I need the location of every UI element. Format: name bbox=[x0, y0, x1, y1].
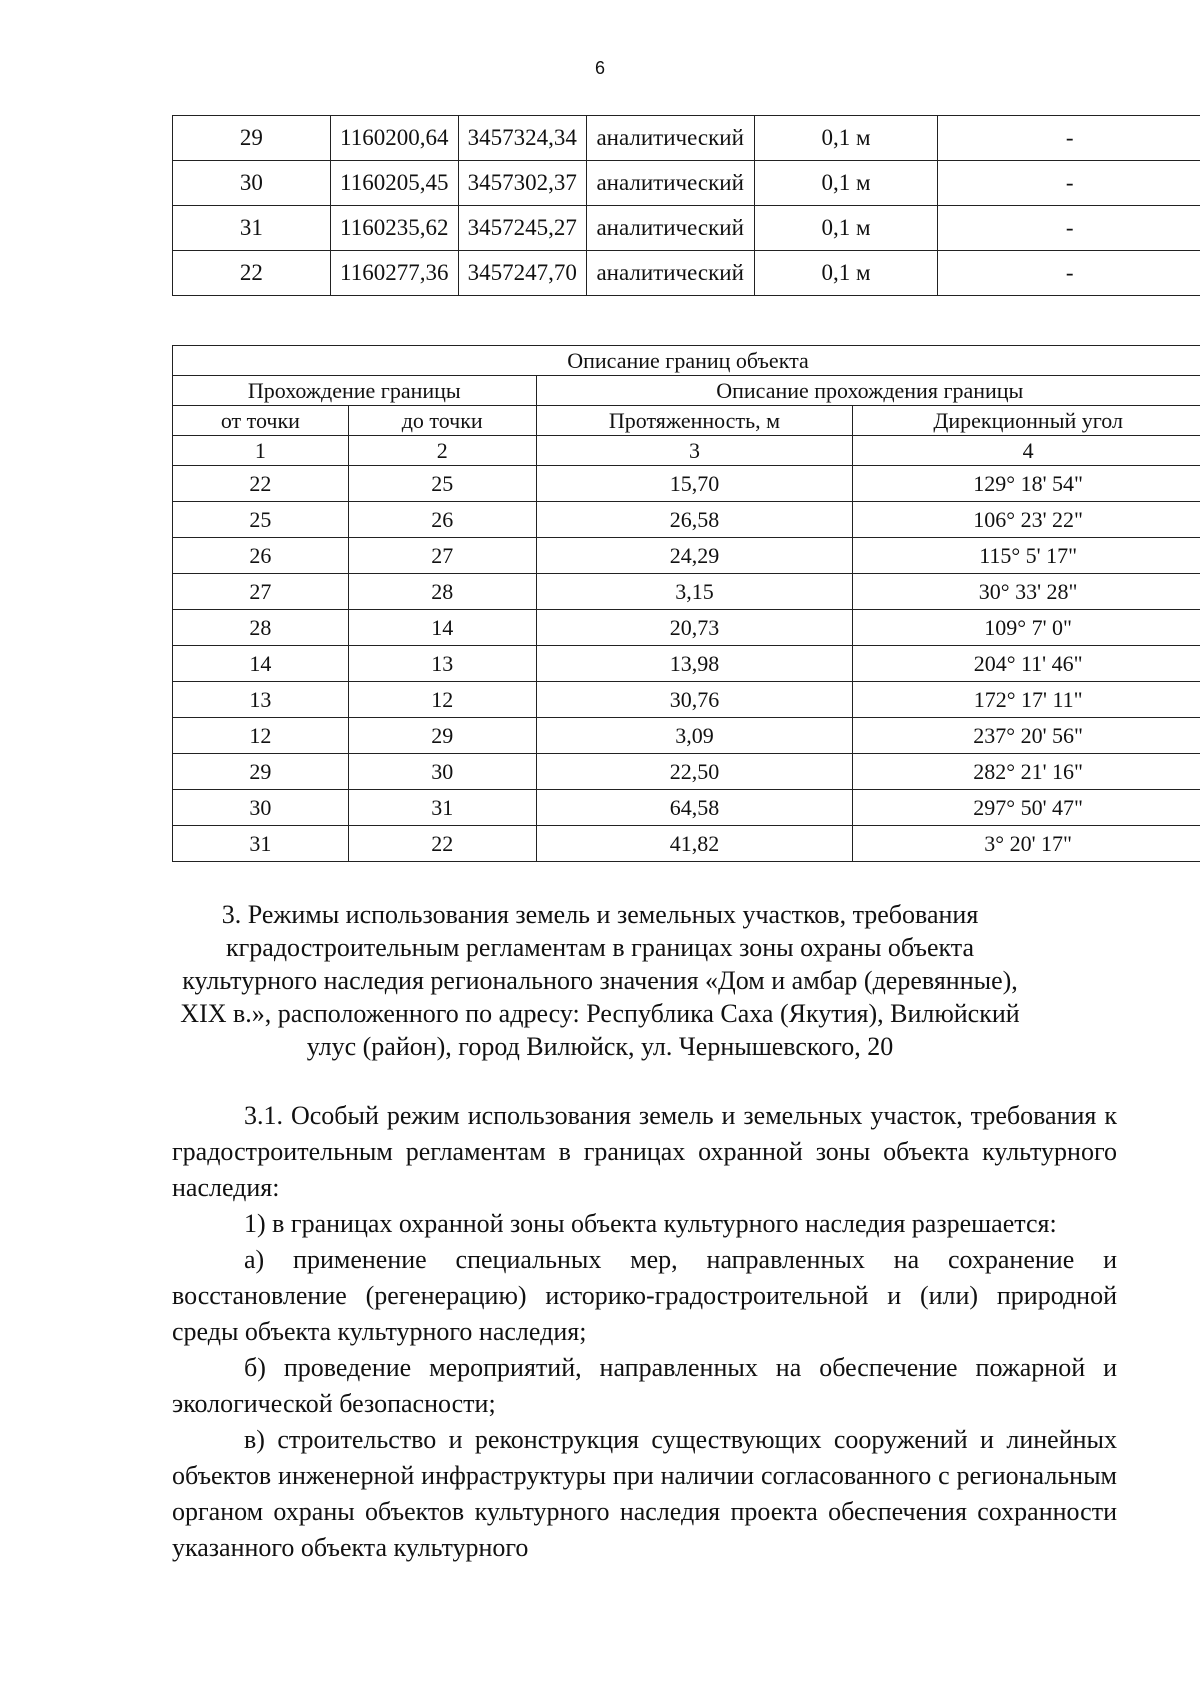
table-cell: 172° 17' 11" bbox=[853, 682, 1200, 718]
column-number: 3 bbox=[536, 436, 853, 466]
table-cell: 282° 21' 16" bbox=[853, 754, 1200, 790]
column-number: 4 bbox=[853, 436, 1200, 466]
table-cell: 28 bbox=[173, 610, 349, 646]
table-cell: аналитический bbox=[586, 116, 754, 161]
column-header-length: Протяженность, м bbox=[536, 406, 853, 436]
table-cell: - bbox=[938, 251, 1200, 296]
table-cell: 3,15 bbox=[536, 574, 853, 610]
table-cell: - bbox=[938, 161, 1200, 206]
table-row bbox=[173, 251, 1200, 296]
table-cell: 31 bbox=[173, 206, 331, 251]
table-row bbox=[173, 646, 1200, 682]
table-cell: 115° 5' 17" bbox=[853, 538, 1200, 574]
column-number: 1 bbox=[173, 436, 349, 466]
table-cell: 30,76 bbox=[536, 682, 853, 718]
table-row bbox=[173, 466, 1200, 502]
table-cell: 15,70 bbox=[536, 466, 853, 502]
column-number: 2 bbox=[348, 436, 536, 466]
table-cell: 31 bbox=[173, 826, 349, 862]
table-cell: 13 bbox=[348, 646, 536, 682]
coordinates-table bbox=[172, 115, 1200, 296]
table-cell: - bbox=[938, 206, 1200, 251]
table-cell: 1160200,64 bbox=[330, 116, 458, 161]
table-cell: 30 bbox=[173, 161, 331, 206]
paragraph: а) применение специальных мер, направленных на сохранение и восстановление (регенерацию) историко-градостроительной и (или) природной среды объекта культурного наследия; bbox=[172, 1245, 1117, 1346]
table-cell: 27 bbox=[348, 538, 536, 574]
boundary-table-title: Описание границ объекта bbox=[173, 346, 1200, 376]
paragraph: б) проведение мероприятий, направленных на обеспечение пожарной и экологической безопасности; bbox=[172, 1353, 1117, 1418]
table-cell: 14 bbox=[173, 646, 349, 682]
table-row bbox=[173, 574, 1200, 610]
table-row bbox=[173, 161, 1200, 206]
table-cell: 3457324,34 bbox=[458, 116, 586, 161]
table-cell: 29 bbox=[348, 718, 536, 754]
table-cell: 22,50 bbox=[536, 754, 853, 790]
table-cell: 1160277,36 bbox=[330, 251, 458, 296]
section-title: 3. Режимы использования земель и земельных участков, требования кградостроительным регламентам в границах зоны охраны объекта культурного наследия регионального значения «Дом и амбар (деревянные), XIX в.», расположенного по адресу: Республика Саха (Якутия), Вилюйский улус (район), город Вилюйск, ул. Чернышевского, 20 bbox=[180, 900, 1020, 1061]
table-cell: 14 bbox=[348, 610, 536, 646]
paragraph: 1) в границах охранной зоны объекта культурного наследия разрешается: bbox=[244, 1209, 1057, 1238]
table-cell: 109° 7' 0" bbox=[853, 610, 1200, 646]
table-cell: 3457247,70 bbox=[458, 251, 586, 296]
table-cell: 3° 20' 17" bbox=[853, 826, 1200, 862]
boundary-group-right-header: Описание прохождения границы bbox=[536, 376, 1200, 406]
table-cell: 31 bbox=[348, 790, 536, 826]
table-cell: 22 bbox=[348, 826, 536, 862]
table-cell: аналитический bbox=[586, 161, 754, 206]
boundary-group-left-header: Прохождение границы bbox=[173, 376, 537, 406]
table-row bbox=[173, 718, 1200, 754]
boundary-description-table bbox=[172, 345, 1200, 862]
table-cell: 41,82 bbox=[536, 826, 853, 862]
table-cell: 25 bbox=[348, 466, 536, 502]
table-cell: аналитический bbox=[586, 251, 754, 296]
table-cell: 25 bbox=[173, 502, 349, 538]
paragraph: в) строительство и реконструкция существующих сооружений и линейных объектов инженерной инфраструктуры при наличии согласованного с региональным органом охраны объектов культурного наследия проекта обеспечения сохранности указанного объекта культурного bbox=[172, 1425, 1117, 1562]
table-cell: 26 bbox=[348, 502, 536, 538]
table-row bbox=[173, 826, 1200, 862]
table-cell: 28 bbox=[348, 574, 536, 610]
table-cell: 22 bbox=[173, 251, 331, 296]
table-cell: 204° 11' 46" bbox=[853, 646, 1200, 682]
table-row bbox=[173, 754, 1200, 790]
table-cell: 1160235,62 bbox=[330, 206, 458, 251]
column-header-to-point: до точки bbox=[348, 406, 536, 436]
table-cell: 0,1 м bbox=[754, 161, 938, 206]
table-row bbox=[173, 538, 1200, 574]
table-cell: 129° 18' 54" bbox=[853, 466, 1200, 502]
table-cell: 12 bbox=[348, 682, 536, 718]
table-cell: 30 bbox=[348, 754, 536, 790]
table-row bbox=[173, 116, 1200, 161]
table-cell: 26 bbox=[173, 538, 349, 574]
table-cell: 64,58 bbox=[536, 790, 853, 826]
table-cell: 1160205,45 bbox=[330, 161, 458, 206]
table-row bbox=[173, 502, 1200, 538]
table-cell: - bbox=[938, 116, 1200, 161]
table-cell: 20,73 bbox=[536, 610, 853, 646]
table-row bbox=[173, 610, 1200, 646]
table-cell: 13 bbox=[173, 682, 349, 718]
table-row bbox=[173, 206, 1200, 251]
table-cell: 29 bbox=[173, 116, 331, 161]
page-number: 6 bbox=[594, 58, 605, 78]
table-cell: 13,98 bbox=[536, 646, 853, 682]
table-cell: 22 bbox=[173, 466, 349, 502]
table-cell: 237° 20' 56" bbox=[853, 718, 1200, 754]
table-cell: 3457245,27 bbox=[458, 206, 586, 251]
table-cell: 29 bbox=[173, 754, 349, 790]
table-cell: 3457302,37 bbox=[458, 161, 586, 206]
table-cell: 3,09 bbox=[536, 718, 853, 754]
column-header-from-point: от точки bbox=[173, 406, 349, 436]
table-cell: 30 bbox=[173, 790, 349, 826]
table-cell: 30° 33' 28" bbox=[853, 574, 1200, 610]
paragraph: 3.1. Особый режим использования земель и земельных участок, требования к градостроительным регламентам в границах охранной зоны объекта культурного наследия: bbox=[172, 1101, 1117, 1202]
table-cell: 26,58 bbox=[536, 502, 853, 538]
section-body bbox=[172, 1098, 1117, 1566]
table-cell: 24,29 bbox=[536, 538, 853, 574]
table-cell: 12 bbox=[173, 718, 349, 754]
table-row bbox=[173, 682, 1200, 718]
table-cell: 27 bbox=[173, 574, 349, 610]
table-cell: 297° 50' 47" bbox=[853, 790, 1200, 826]
table-row bbox=[173, 790, 1200, 826]
table-cell: 0,1 м bbox=[754, 206, 938, 251]
column-header-direction-angle: Дирекционный угол bbox=[853, 406, 1200, 436]
table-cell: 0,1 м bbox=[754, 116, 938, 161]
table-cell: 106° 23' 22" bbox=[853, 502, 1200, 538]
table-cell: 0,1 м bbox=[754, 251, 938, 296]
table-cell: аналитический bbox=[586, 206, 754, 251]
